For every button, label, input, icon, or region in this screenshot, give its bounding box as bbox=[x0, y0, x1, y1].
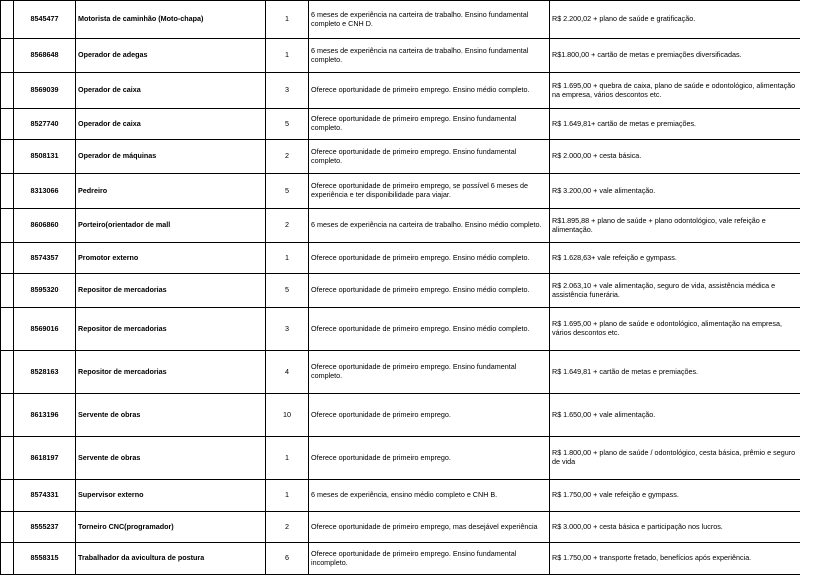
benefits-cell: R$ 1.649,81+ cartão de metas e premiações. bbox=[550, 109, 801, 140]
occupation-cell: Operador de caixa bbox=[76, 73, 266, 109]
table-row bbox=[1, 308, 801, 351]
vacancy-code-cell: 8313066 bbox=[14, 174, 76, 209]
vacancy-code-cell: 8545477 bbox=[14, 1, 76, 39]
benefits-cell: R$ 1.695,00 + quebra de caixa, plano de saúde e odontológico, alimentação na empresa, vários descontos etc. bbox=[550, 73, 801, 109]
vacancy-code-cell: 8527740 bbox=[14, 109, 76, 140]
quantity-cell: 5 bbox=[266, 174, 309, 209]
quantity-cell: 2 bbox=[266, 140, 309, 174]
table-row bbox=[1, 140, 801, 174]
occupation-cell: Motorista de caminhão (Moto-chapa) bbox=[76, 1, 266, 39]
table-row bbox=[1, 243, 801, 274]
requirements-cell: Oferece oportunidade de primeiro emprego. Ensino médio completo. bbox=[309, 274, 550, 308]
vacancy-code-cell: 8555237 bbox=[14, 512, 76, 543]
quantity-cell: 3 bbox=[266, 308, 309, 351]
row-gutter-cell bbox=[1, 543, 14, 575]
row-gutter-cell bbox=[1, 140, 14, 174]
quantity-cell: 1 bbox=[266, 243, 309, 274]
benefits-cell: R$ 2.000,00 + cesta básica. bbox=[550, 140, 801, 174]
vacancy-code-cell: 8558315 bbox=[14, 543, 76, 575]
requirements-cell: Oferece oportunidade de primeiro emprego. Ensino fundamental incompleto. bbox=[309, 543, 550, 575]
quantity-cell: 1 bbox=[266, 437, 309, 480]
row-gutter-cell bbox=[1, 39, 14, 73]
quantity-cell: 1 bbox=[266, 1, 309, 39]
row-gutter-cell bbox=[1, 274, 14, 308]
row-gutter-cell bbox=[1, 394, 14, 437]
vacancy-code-cell: 8568648 bbox=[14, 39, 76, 73]
benefits-cell: R$1.895,88 + plano de saúde + plano odontológico, vale refeição e alimentação. bbox=[550, 209, 801, 243]
table-row bbox=[1, 543, 801, 575]
table-row bbox=[1, 512, 801, 543]
occupation-cell: Operador de adegas bbox=[76, 39, 266, 73]
requirements-cell: Oferece oportunidade de primeiro emprego. Ensino médio completo. bbox=[309, 73, 550, 109]
quantity-cell: 10 bbox=[266, 394, 309, 437]
row-gutter-cell bbox=[1, 243, 14, 274]
row-gutter-cell bbox=[1, 437, 14, 480]
row-gutter-cell bbox=[1, 109, 14, 140]
row-gutter-cell bbox=[1, 209, 14, 243]
benefits-cell: R$ 2.200,02 + plano de saúde e gratificação. bbox=[550, 1, 801, 39]
benefits-cell: R$ 1.750,00 + transporte fretado, benefícios após experiência. bbox=[550, 543, 801, 575]
row-gutter-cell bbox=[1, 1, 14, 39]
page-margin bbox=[800, 0, 820, 580]
requirements-cell: 6 meses de experiência na carteira de trabalho. Ensino fundamental completo e CNH D. bbox=[309, 1, 550, 39]
row-gutter-cell bbox=[1, 480, 14, 512]
table-row bbox=[1, 394, 801, 437]
row-gutter-cell bbox=[1, 351, 14, 394]
quantity-cell: 5 bbox=[266, 274, 309, 308]
requirements-cell: Oferece oportunidade de primeiro emprego. Ensino fundamental completo. bbox=[309, 109, 550, 140]
quantity-cell: 2 bbox=[266, 512, 309, 543]
table-row bbox=[1, 39, 801, 73]
table-row bbox=[1, 73, 801, 109]
benefits-cell: R$ 1.650,00 + vale alimentação. bbox=[550, 394, 801, 437]
quantity-cell: 5 bbox=[266, 109, 309, 140]
benefits-cell: R$ 1.800,00 + plano de saúde / odontológico, cesta básica, prêmio e seguro de vida bbox=[550, 437, 801, 480]
vacancy-code-cell: 8574357 bbox=[14, 243, 76, 274]
table-row bbox=[1, 174, 801, 209]
occupation-cell: Trabalhador da avicultura de postura bbox=[76, 543, 266, 575]
row-gutter-cell bbox=[1, 73, 14, 109]
occupation-cell: Porteiro(orientador de mall bbox=[76, 209, 266, 243]
vacancy-code-cell: 8606860 bbox=[14, 209, 76, 243]
occupation-cell: Torneiro CNC(programador) bbox=[76, 512, 266, 543]
requirements-cell: Oferece oportunidade de primeiro emprego. Ensino fundamental completo. bbox=[309, 140, 550, 174]
benefits-cell: R$ 3.000,00 + cesta básica e participação nos lucros. bbox=[550, 512, 801, 543]
row-gutter-cell bbox=[1, 308, 14, 351]
requirements-cell: Oferece oportunidade de primeiro emprego. bbox=[309, 437, 550, 480]
occupation-cell: Supervisor externo bbox=[76, 480, 266, 512]
benefits-cell: R$ 1.628,63+ vale refeição e gympass. bbox=[550, 243, 801, 274]
occupation-cell: Pedreiro bbox=[76, 174, 266, 209]
quantity-cell: 2 bbox=[266, 209, 309, 243]
requirements-cell: Oferece oportunidade de primeiro emprego, se possível 6 meses de experiência e ter disponibilidade para viajar. bbox=[309, 174, 550, 209]
benefits-cell: R$ 1.695,00 + plano de saúde e odontológico, alimentação na empresa, vários descontos etc. bbox=[550, 308, 801, 351]
occupation-cell: Repositor de mercadorias bbox=[76, 274, 266, 308]
requirements-cell: Oferece oportunidade de primeiro emprego. Ensino médio completo. bbox=[309, 243, 550, 274]
occupation-cell: Operador de caixa bbox=[76, 109, 266, 140]
occupation-cell: Servente de obras bbox=[76, 437, 266, 480]
quantity-cell: 1 bbox=[266, 480, 309, 512]
requirements-cell: 6 meses de experiência na carteira de trabalho. Ensino fundamental completo. bbox=[309, 39, 550, 73]
table-row bbox=[1, 109, 801, 140]
table-row bbox=[1, 274, 801, 308]
quantity-cell: 1 bbox=[266, 39, 309, 73]
vacancy-code-cell: 8618197 bbox=[14, 437, 76, 480]
quantity-cell: 4 bbox=[266, 351, 309, 394]
requirements-cell: Oferece oportunidade de primeiro emprego, mas desejável experiência bbox=[309, 512, 550, 543]
table-row bbox=[1, 480, 801, 512]
occupation-cell: Servente de obras bbox=[76, 394, 266, 437]
row-gutter-cell bbox=[1, 512, 14, 543]
occupation-cell: Repositor de mercadorias bbox=[76, 351, 266, 394]
vacancy-code-cell: 8508131 bbox=[14, 140, 76, 174]
table-row bbox=[1, 351, 801, 394]
vacancy-code-cell: 8613196 bbox=[14, 394, 76, 437]
occupation-cell: Repositor de mercadorias bbox=[76, 308, 266, 351]
row-gutter-cell bbox=[1, 174, 14, 209]
benefits-cell: R$ 2.063,10 + vale alimentação, seguro de vida, assistência médica e assistência funerária. bbox=[550, 274, 801, 308]
quantity-cell: 6 bbox=[266, 543, 309, 575]
benefits-cell: R$1.800,00 + cartão de metas e premiações diversificadas. bbox=[550, 39, 801, 73]
requirements-cell: Oferece oportunidade de primeiro emprego. bbox=[309, 394, 550, 437]
benefits-cell: R$ 1.649,81 + cartão de metas e premiações. bbox=[550, 351, 801, 394]
requirements-cell: Oferece oportunidade de primeiro emprego. Ensino médio completo. bbox=[309, 308, 550, 351]
vacancy-code-cell: 8569039 bbox=[14, 73, 76, 109]
requirements-cell: 6 meses de experiência na carteira de trabalho. Ensino médio completo. bbox=[309, 209, 550, 243]
benefits-cell: R$ 3.200,00 + vale alimentação. bbox=[550, 174, 801, 209]
vacancy-code-cell: 8574331 bbox=[14, 480, 76, 512]
table-row bbox=[1, 209, 801, 243]
vacancy-code-cell: 8528163 bbox=[14, 351, 76, 394]
vacancy-code-cell: 8595320 bbox=[14, 274, 76, 308]
table-row bbox=[1, 437, 801, 480]
quantity-cell: 3 bbox=[266, 73, 309, 109]
occupation-cell: Operador de máquinas bbox=[76, 140, 266, 174]
requirements-cell: 6 meses de experiência, ensino médio completo e CNH B. bbox=[309, 480, 550, 512]
vacancy-code-cell: 8569016 bbox=[14, 308, 76, 351]
occupation-cell: Promotor externo bbox=[76, 243, 266, 274]
table-row bbox=[1, 1, 801, 39]
requirements-cell: Oferece oportunidade de primeiro emprego. Ensino fundamental completo. bbox=[309, 351, 550, 394]
benefits-cell: R$ 1.750,00 + vale refeição e gympass. bbox=[550, 480, 801, 512]
